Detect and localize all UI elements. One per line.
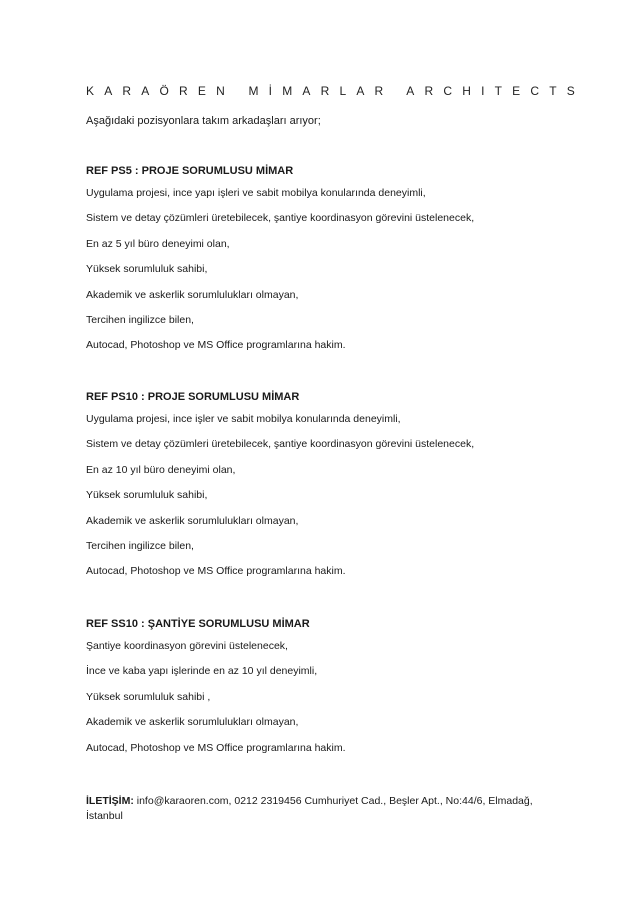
position-heading: REF SS10 : ŞANTİYE SORUMLUSU MİMAR (86, 618, 310, 630)
requirement-line: Akademik ve askerlik sorumlulukları olmayan, (86, 288, 299, 301)
requirement-line: En az 10 yıl büro deneyimi olan, (86, 463, 236, 476)
requirement-line: En az 5 yıl büro deneyimi olan, (86, 237, 230, 250)
requirement-line: Yüksek sorumluluk sahibi , (86, 690, 211, 703)
requirement-line: Autocad, Photoshop ve MS Office programlarına hakim. (86, 339, 346, 352)
contact-details: info@karaoren.com, 0212 2319456 Cumhuriyet Cad., Beşler Apt., No:44/6, Elmadağ, İstanbul (86, 795, 533, 822)
company-title: KARAÖREN MİMARLAR ARCHITECTS (86, 84, 585, 98)
requirement-line: Autocad, Photoshop ve MS Office programlarına hakim. (86, 565, 346, 578)
position-section-ps5 (86, 164, 566, 364)
contact-info (86, 794, 566, 824)
requirement-line: Sistem ve detay çözümleri üretebilecek, şantiye koordinasyon görevini üstelenecek, (86, 438, 475, 451)
requirement-line: Yüksek sorumluluk sahibi, (86, 489, 208, 502)
position-heading: REF PS5 : PROJE SORUMLUSU MİMAR (86, 165, 294, 177)
requirement-line: İnce ve kaba yapı işlerinde en az 10 yıl deneyimli, (86, 665, 318, 678)
position-section-ps10 (86, 390, 566, 590)
requirement-line: Uygulama projesi, ince işler ve sabit mobilya konularında deneyimli, (86, 413, 401, 425)
requirement-line: Akademik ve askerlik sorumlulukları olmayan, (86, 514, 299, 527)
contact-label: İLETİŞİM: (86, 795, 134, 807)
position-heading: REF PS10 : PROJE SORUMLUSU MİMAR (86, 391, 300, 403)
position-section-ss10 (86, 617, 566, 766)
requirement-line: Akademik ve askerlik sorumlulukları olmayan, (86, 716, 299, 729)
intro-text: Aşağıdaki pozisyonlara takım arkadaşları arıyor; (86, 115, 321, 127)
requirement-line: Şantiye koordinasyon görevini üstelenecek, (86, 640, 288, 652)
requirement-line: Tercihen ingilizce bilen, (86, 539, 194, 552)
requirement-line: Autocad, Photoshop ve MS Office programlarına hakim. (86, 741, 346, 754)
requirement-line: Uygulama projesi, ince yapı işleri ve sabit mobilya konularında deneyimli, (86, 187, 426, 199)
requirement-line: Tercihen ingilizce bilen, (86, 313, 194, 326)
requirement-line: Yüksek sorumluluk sahibi, (86, 263, 208, 276)
requirement-line: Sistem ve detay çözümleri üretebilecek, şantiye koordinasyon görevini üstelenecek, (86, 212, 475, 225)
